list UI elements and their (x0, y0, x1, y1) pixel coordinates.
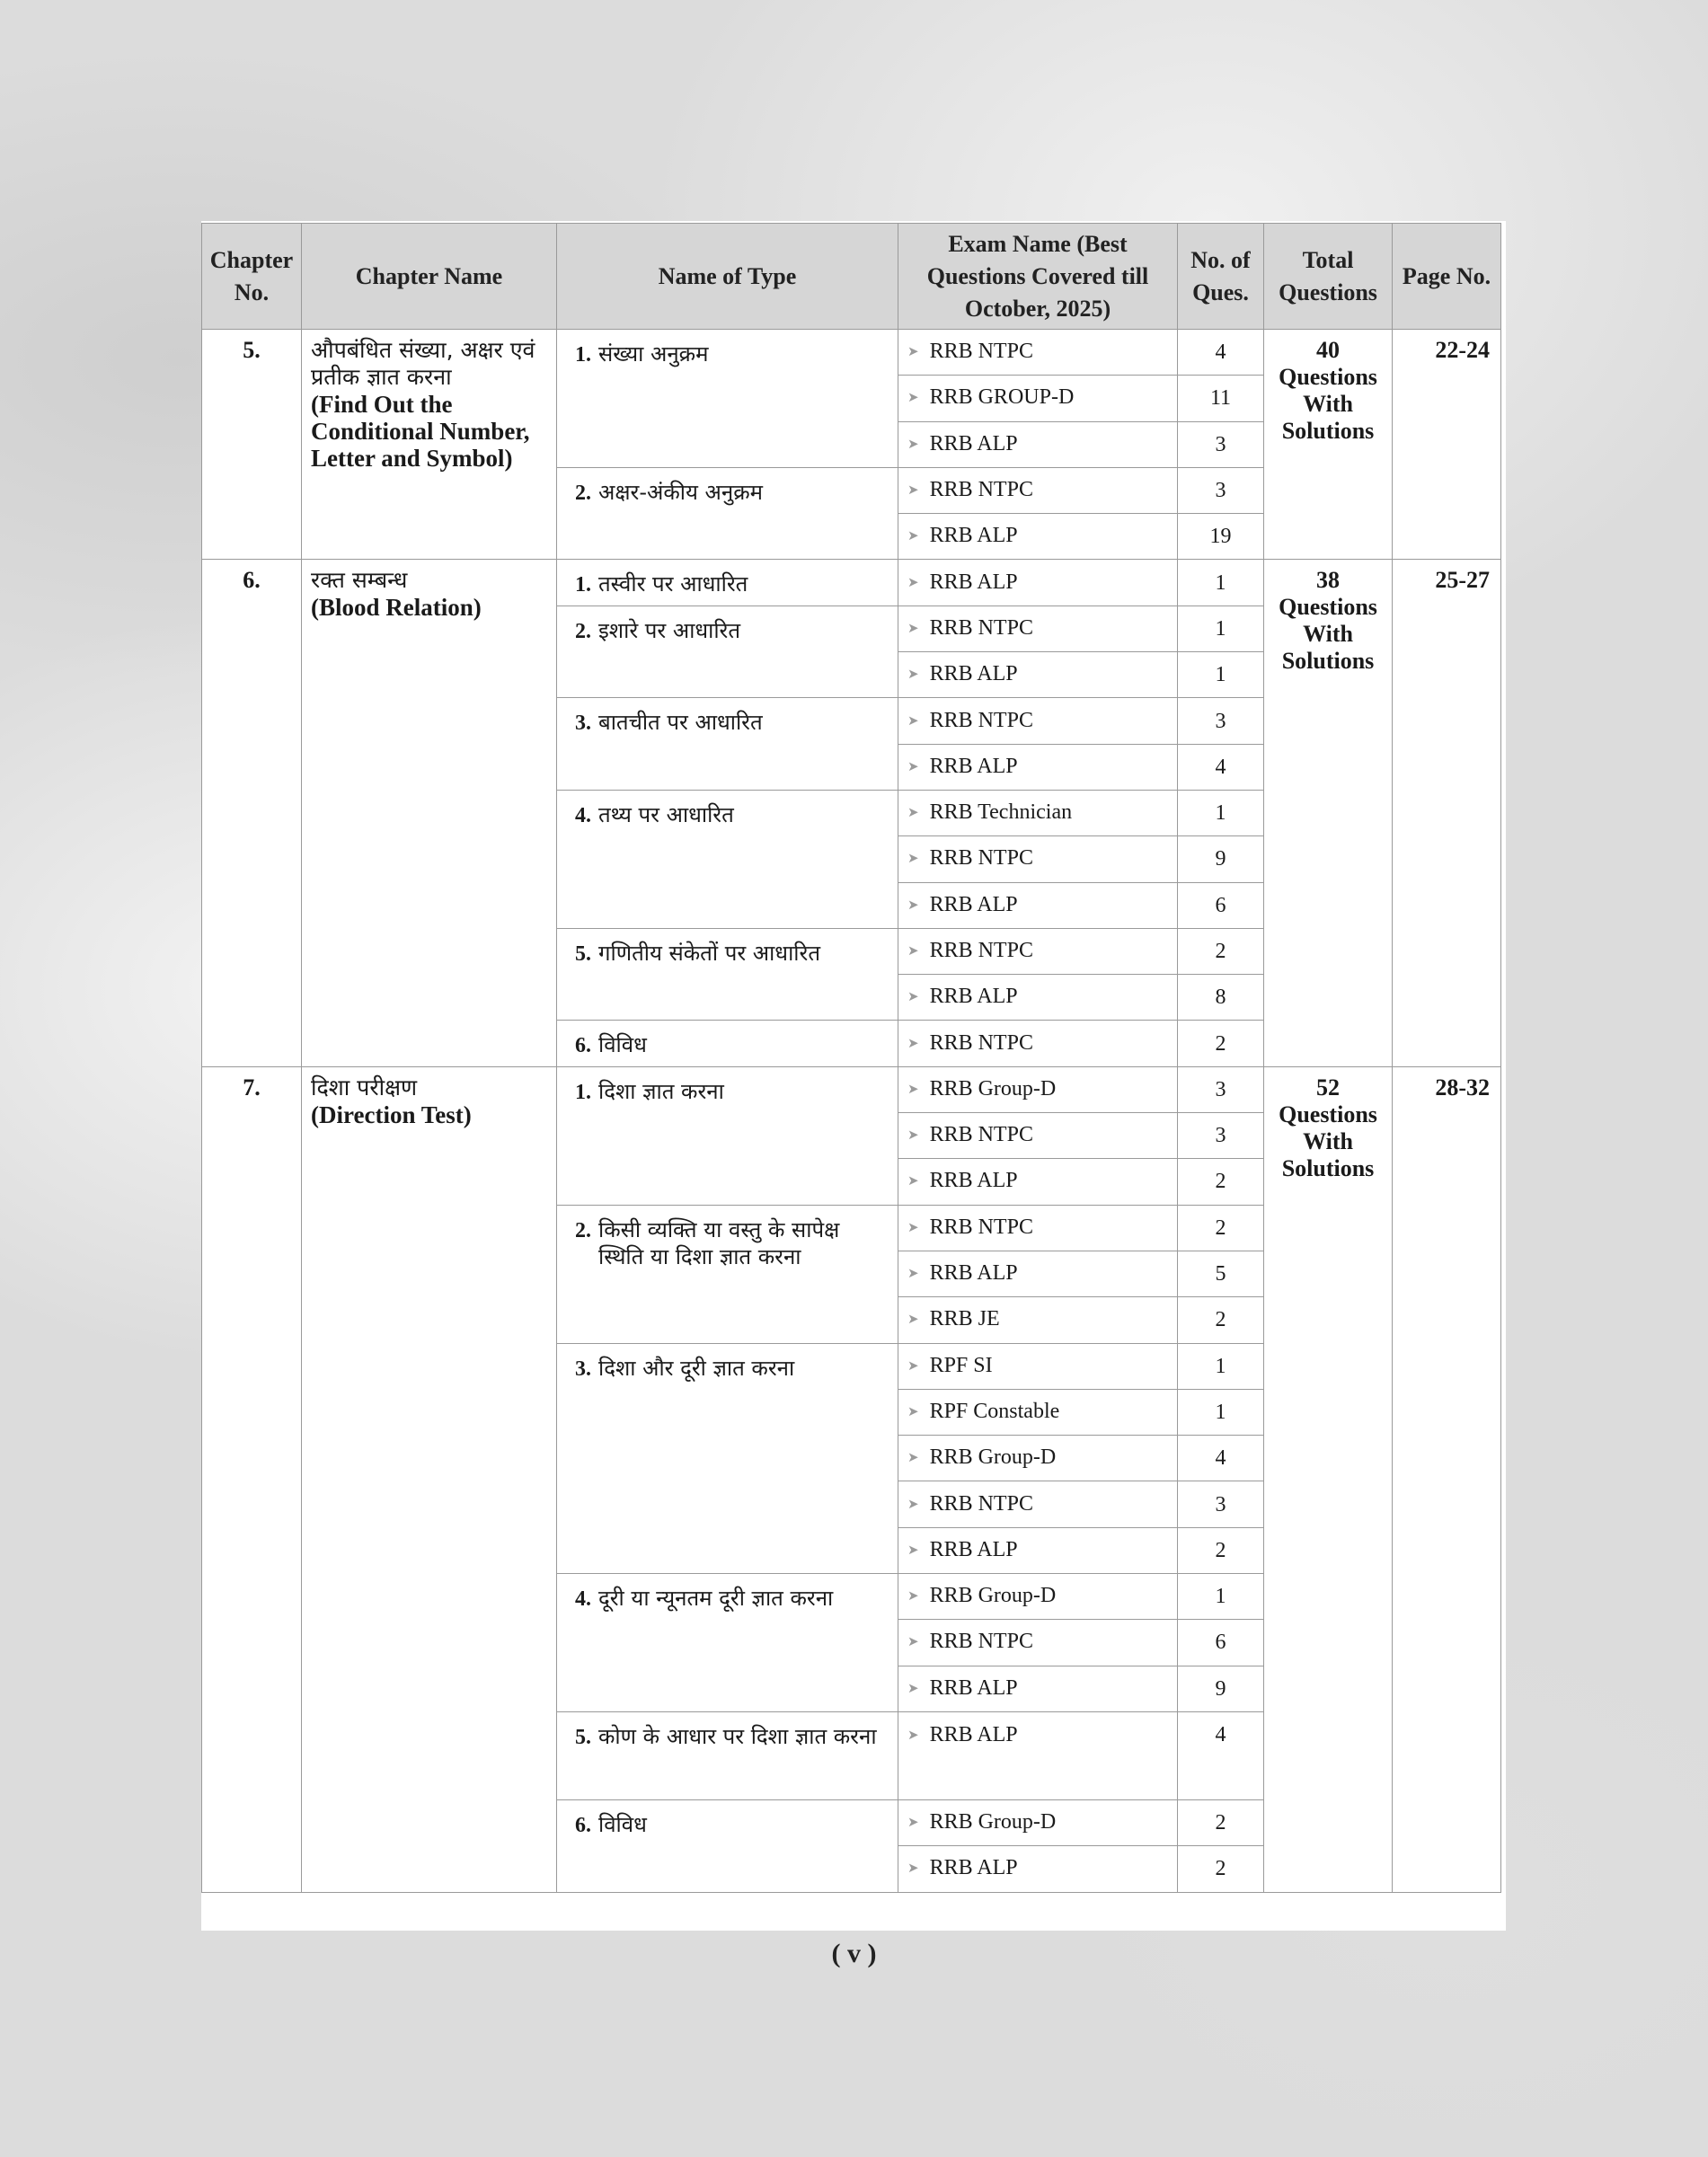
exam-label: RRB NTPC (929, 846, 1033, 871)
exam-label: RRB GROUP-D (929, 385, 1075, 410)
type-number: 4. (575, 1587, 591, 1612)
type-name (557, 1066, 898, 1205)
question-count: 5 (1178, 1251, 1264, 1296)
header-page-no: Page No. (1393, 224, 1501, 330)
page-number: ( v ) (831, 1939, 877, 1968)
arrow-icon: ➤ (907, 712, 919, 729)
arrow-icon: ➤ (907, 619, 919, 636)
type-number: 3. (575, 1357, 591, 1381)
type-label: अक्षर-अंकीय अनुक्रम (598, 479, 763, 505)
exam-label: RRB NTPC (929, 1123, 1033, 1147)
type-label: दिशा और दूरी ज्ञात करना (598, 1355, 795, 1381)
exam-label: RRB ALP (929, 662, 1018, 686)
type-name (557, 1343, 898, 1573)
exam-label: RRB Group-D (929, 1584, 1057, 1608)
chapter-number: 6. (202, 560, 302, 1066)
arrow-icon: ➤ (907, 573, 919, 590)
type-number: 6. (575, 1813, 591, 1837)
header-no-of-ques: No. of Ques. (1178, 224, 1264, 330)
exam-label: RRB NTPC (929, 340, 1033, 364)
type-number: 1. (575, 343, 591, 367)
exam-label: RRB JE (929, 1307, 1000, 1331)
exam-name (898, 1620, 1178, 1666)
type-label: विविध (598, 1032, 647, 1058)
exam-name (898, 1343, 1178, 1389)
exam-name (898, 1251, 1178, 1296)
type-label: गणितीय संकेतों पर आधारित (598, 940, 820, 966)
exam-label: RRB NTPC (929, 615, 1033, 640)
type-name (557, 1574, 898, 1712)
exam-label: RRB ALP (929, 1675, 1018, 1700)
exam-label: RRB ALP (929, 1856, 1018, 1880)
exam-label: RPF SI (929, 1353, 993, 1377)
type-label: संख्या अनुक्रम (598, 341, 709, 367)
chapter-name (302, 560, 557, 1066)
arrow-icon: ➤ (907, 1495, 919, 1512)
question-count: 3 (1178, 467, 1264, 513)
type-label: विविध (598, 1811, 647, 1837)
question-count: 4 (1178, 330, 1264, 376)
arrow-icon: ➤ (907, 1449, 919, 1466)
arrow-icon: ➤ (907, 435, 919, 452)
type-label: तथ्य पर आधारित (598, 801, 734, 827)
chapter-name-english: (Direction Test) (311, 1101, 472, 1128)
arrow-icon: ➤ (907, 1814, 919, 1831)
total-questions: 52 Questions With Solutions (1264, 1066, 1393, 1892)
type-label: कोण के आधार पर दिशा ज्ञात करना (598, 1723, 877, 1749)
exam-name (898, 560, 1178, 606)
total-questions: 38 Questions With Solutions (1264, 560, 1393, 1066)
question-count: 1 (1178, 790, 1264, 835)
question-count: 1 (1178, 1574, 1264, 1620)
exam-label: RRB NTPC (929, 939, 1033, 962)
exam-label: RRB ALP (929, 431, 1018, 455)
type-name (557, 1799, 898, 1892)
arrow-icon: ➤ (907, 1034, 919, 1051)
exam-label: RRB ALP (929, 892, 1018, 916)
arrow-icon: ➤ (907, 1587, 919, 1604)
exam-label: RRB NTPC (929, 1030, 1033, 1055)
page-range: 22-24 (1393, 330, 1501, 560)
exam-name (898, 514, 1178, 560)
exam-name (898, 1389, 1178, 1435)
type-number: 3. (575, 712, 591, 736)
exam-label: RRB ALP (929, 1261, 1018, 1286)
arrow-icon: ➤ (907, 896, 919, 913)
question-count: 9 (1178, 1666, 1264, 1711)
exam-label: RRB NTPC (929, 1215, 1033, 1239)
type-number: 1. (575, 1080, 591, 1104)
exam-name (898, 744, 1178, 790)
exam-name (898, 1527, 1178, 1573)
chapter-name (302, 330, 557, 560)
arrow-icon: ➤ (907, 1265, 919, 1282)
header-chapter-name: Chapter Name (302, 224, 557, 330)
question-count: 2 (1178, 1527, 1264, 1573)
exam-name (898, 975, 1178, 1021)
question-count: 3 (1178, 421, 1264, 467)
arrow-icon: ➤ (907, 1080, 919, 1097)
exam-name (898, 1159, 1178, 1205)
exam-name (898, 1666, 1178, 1711)
chapter-name-hindi: रक्त सम्बन्ध (311, 567, 408, 594)
arrow-icon: ➤ (907, 1860, 919, 1877)
question-count: 6 (1178, 1620, 1264, 1666)
type-label: किसी व्यक्ति या वस्तु के सापेक्ष स्थिति या दिशा ज्ञात करना (598, 1216, 840, 1269)
exam-name (898, 698, 1178, 744)
arrow-icon: ➤ (907, 850, 919, 867)
exam-name (898, 330, 1178, 376)
type-number: 1. (575, 573, 591, 597)
exam-name (898, 376, 1178, 421)
question-count: 19 (1178, 514, 1264, 560)
exam-name (898, 467, 1178, 513)
exam-label: RPF Constable (929, 1399, 1060, 1423)
header-type-name: Name of Type (557, 224, 898, 330)
exam-name (898, 1574, 1178, 1620)
chapter-table (201, 223, 1501, 1893)
exam-label: RRB NTPC (929, 708, 1033, 732)
arrow-icon: ➤ (907, 942, 919, 959)
question-count: 3 (1178, 1113, 1264, 1159)
arrow-icon: ➤ (907, 1541, 919, 1558)
type-name (557, 467, 898, 560)
type-name (557, 1021, 898, 1066)
exam-label: RRB Group-D (929, 1810, 1057, 1834)
exam-name (898, 1205, 1178, 1251)
question-count: 9 (1178, 836, 1264, 882)
type-number: 4. (575, 803, 591, 827)
question-count: 2 (1178, 1799, 1264, 1845)
exam-name (898, 882, 1178, 928)
chapter-name-hindi: औपबंधित संख्या, अक्षर एवं प्रतीक ज्ञात करना (311, 337, 535, 390)
type-name (557, 790, 898, 928)
exam-label: RRB NTPC (929, 1630, 1033, 1654)
arrow-icon: ➤ (907, 1402, 919, 1419)
arrow-icon: ➤ (907, 804, 919, 821)
type-number: 5. (575, 1725, 591, 1749)
question-count: 6 (1178, 882, 1264, 928)
exam-name (898, 790, 1178, 835)
arrow-icon: ➤ (907, 389, 919, 406)
type-name (557, 330, 898, 468)
question-count: 2 (1178, 1297, 1264, 1343)
type-number: 2. (575, 619, 591, 643)
exam-name (898, 606, 1178, 651)
arrow-icon: ➤ (907, 527, 919, 544)
question-count: 2 (1178, 1159, 1264, 1205)
exam-label: RRB Group-D (929, 1445, 1057, 1470)
exam-label: RRB ALP (929, 524, 1018, 548)
exam-name (898, 421, 1178, 467)
exam-label: RRB ALP (929, 1537, 1018, 1561)
question-count: 8 (1178, 975, 1264, 1021)
exam-name (898, 1436, 1178, 1481)
exam-label: RRB Technician (929, 800, 1073, 825)
exam-label: RRB NTPC (929, 1491, 1033, 1516)
type-label: दूरी या न्यूनतम दूरी ज्ञात करना (598, 1586, 834, 1612)
arrow-icon: ➤ (907, 1311, 919, 1328)
exam-label: RRB NTPC (929, 478, 1033, 502)
table-row (202, 1066, 1501, 1112)
arrow-icon: ➤ (907, 1633, 919, 1650)
question-count: 1 (1178, 560, 1264, 606)
question-count: 11 (1178, 376, 1264, 421)
arrow-icon: ➤ (907, 666, 919, 683)
header-total-questions: Total Questions (1264, 224, 1393, 330)
question-count: 3 (1178, 698, 1264, 744)
exam-label: RRB ALP (929, 985, 1018, 1009)
question-count: 3 (1178, 1481, 1264, 1527)
type-number: 2. (575, 481, 591, 505)
question-count: 2 (1178, 928, 1264, 974)
exam-name (898, 1113, 1178, 1159)
question-count: 2 (1178, 1846, 1264, 1892)
table-body (202, 330, 1501, 1893)
arrow-icon: ➤ (907, 988, 919, 1005)
type-label: तस्वीर पर आधारित (598, 571, 748, 597)
question-count: 4 (1178, 744, 1264, 790)
arrow-icon: ➤ (907, 343, 919, 360)
type-name (557, 606, 898, 698)
type-number: 5. (575, 941, 591, 966)
content-panel (201, 221, 1506, 1931)
question-count: 2 (1178, 1205, 1264, 1251)
chapter-name-hindi: दिशा परीक्षण (311, 1074, 418, 1101)
arrow-icon: ➤ (907, 1357, 919, 1374)
type-number: 2. (575, 1218, 591, 1242)
arrow-icon: ➤ (907, 1218, 919, 1235)
exam-label: RRB ALP (929, 570, 1018, 594)
table-row (202, 560, 1501, 606)
type-name (557, 928, 898, 1021)
exam-name (898, 1799, 1178, 1845)
type-name (557, 1711, 898, 1799)
type-label: इशारे पर आधारित (598, 617, 741, 643)
chapter-name (302, 1066, 557, 1892)
chapter-name-english: (Blood Relation) (311, 594, 482, 622)
exam-label: RRB ALP (929, 754, 1018, 778)
question-count: 2 (1178, 1021, 1264, 1066)
exam-name (898, 1297, 1178, 1343)
type-label: बातचीत पर आधारित (598, 710, 763, 736)
question-count: 1 (1178, 606, 1264, 651)
exam-name (898, 1846, 1178, 1892)
page-range: 28-32 (1393, 1066, 1501, 1892)
exam-name (898, 836, 1178, 882)
arrow-icon: ➤ (907, 757, 919, 774)
exam-name (898, 1711, 1178, 1799)
exam-label: RRB ALP (929, 1169, 1018, 1193)
question-count: 4 (1178, 1711, 1264, 1799)
table-row (202, 330, 1501, 376)
chapter-number: 7. (202, 1066, 302, 1892)
arrow-icon: ➤ (907, 1172, 919, 1189)
header-chapter-no: Chapter No. (202, 224, 302, 330)
exam-name (898, 652, 1178, 698)
chapter-name-english: (Find Out the Conditional Number, Letter and Symbol) (311, 391, 530, 472)
exam-name (898, 1066, 1178, 1112)
total-questions: 40 Questions With Solutions (1264, 330, 1393, 560)
question-count: 3 (1178, 1066, 1264, 1112)
arrow-icon: ➤ (907, 1127, 919, 1144)
header-exam-name: Exam Name (Best Questions Covered till October, 2025) (898, 224, 1178, 330)
exam-label: RRB Group-D (929, 1076, 1057, 1101)
exam-name (898, 928, 1178, 974)
type-number: 6. (575, 1034, 591, 1058)
arrow-icon: ➤ (907, 482, 919, 499)
type-name (557, 1205, 898, 1343)
exam-name (898, 1021, 1178, 1066)
type-name (557, 698, 898, 791)
question-count: 1 (1178, 1343, 1264, 1389)
table-header-row (202, 224, 1501, 330)
question-count: 4 (1178, 1436, 1264, 1481)
page-range: 25-27 (1393, 560, 1501, 1066)
exam-name (898, 1481, 1178, 1527)
type-name (557, 560, 898, 606)
question-count: 1 (1178, 652, 1264, 698)
question-count: 1 (1178, 1389, 1264, 1435)
exam-label: RRB ALP (929, 1722, 1018, 1746)
chapter-number: 5. (202, 330, 302, 560)
arrow-icon: ➤ (907, 1679, 919, 1696)
type-label: दिशा ज्ञात करना (598, 1078, 724, 1104)
arrow-icon: ➤ (907, 1726, 919, 1743)
